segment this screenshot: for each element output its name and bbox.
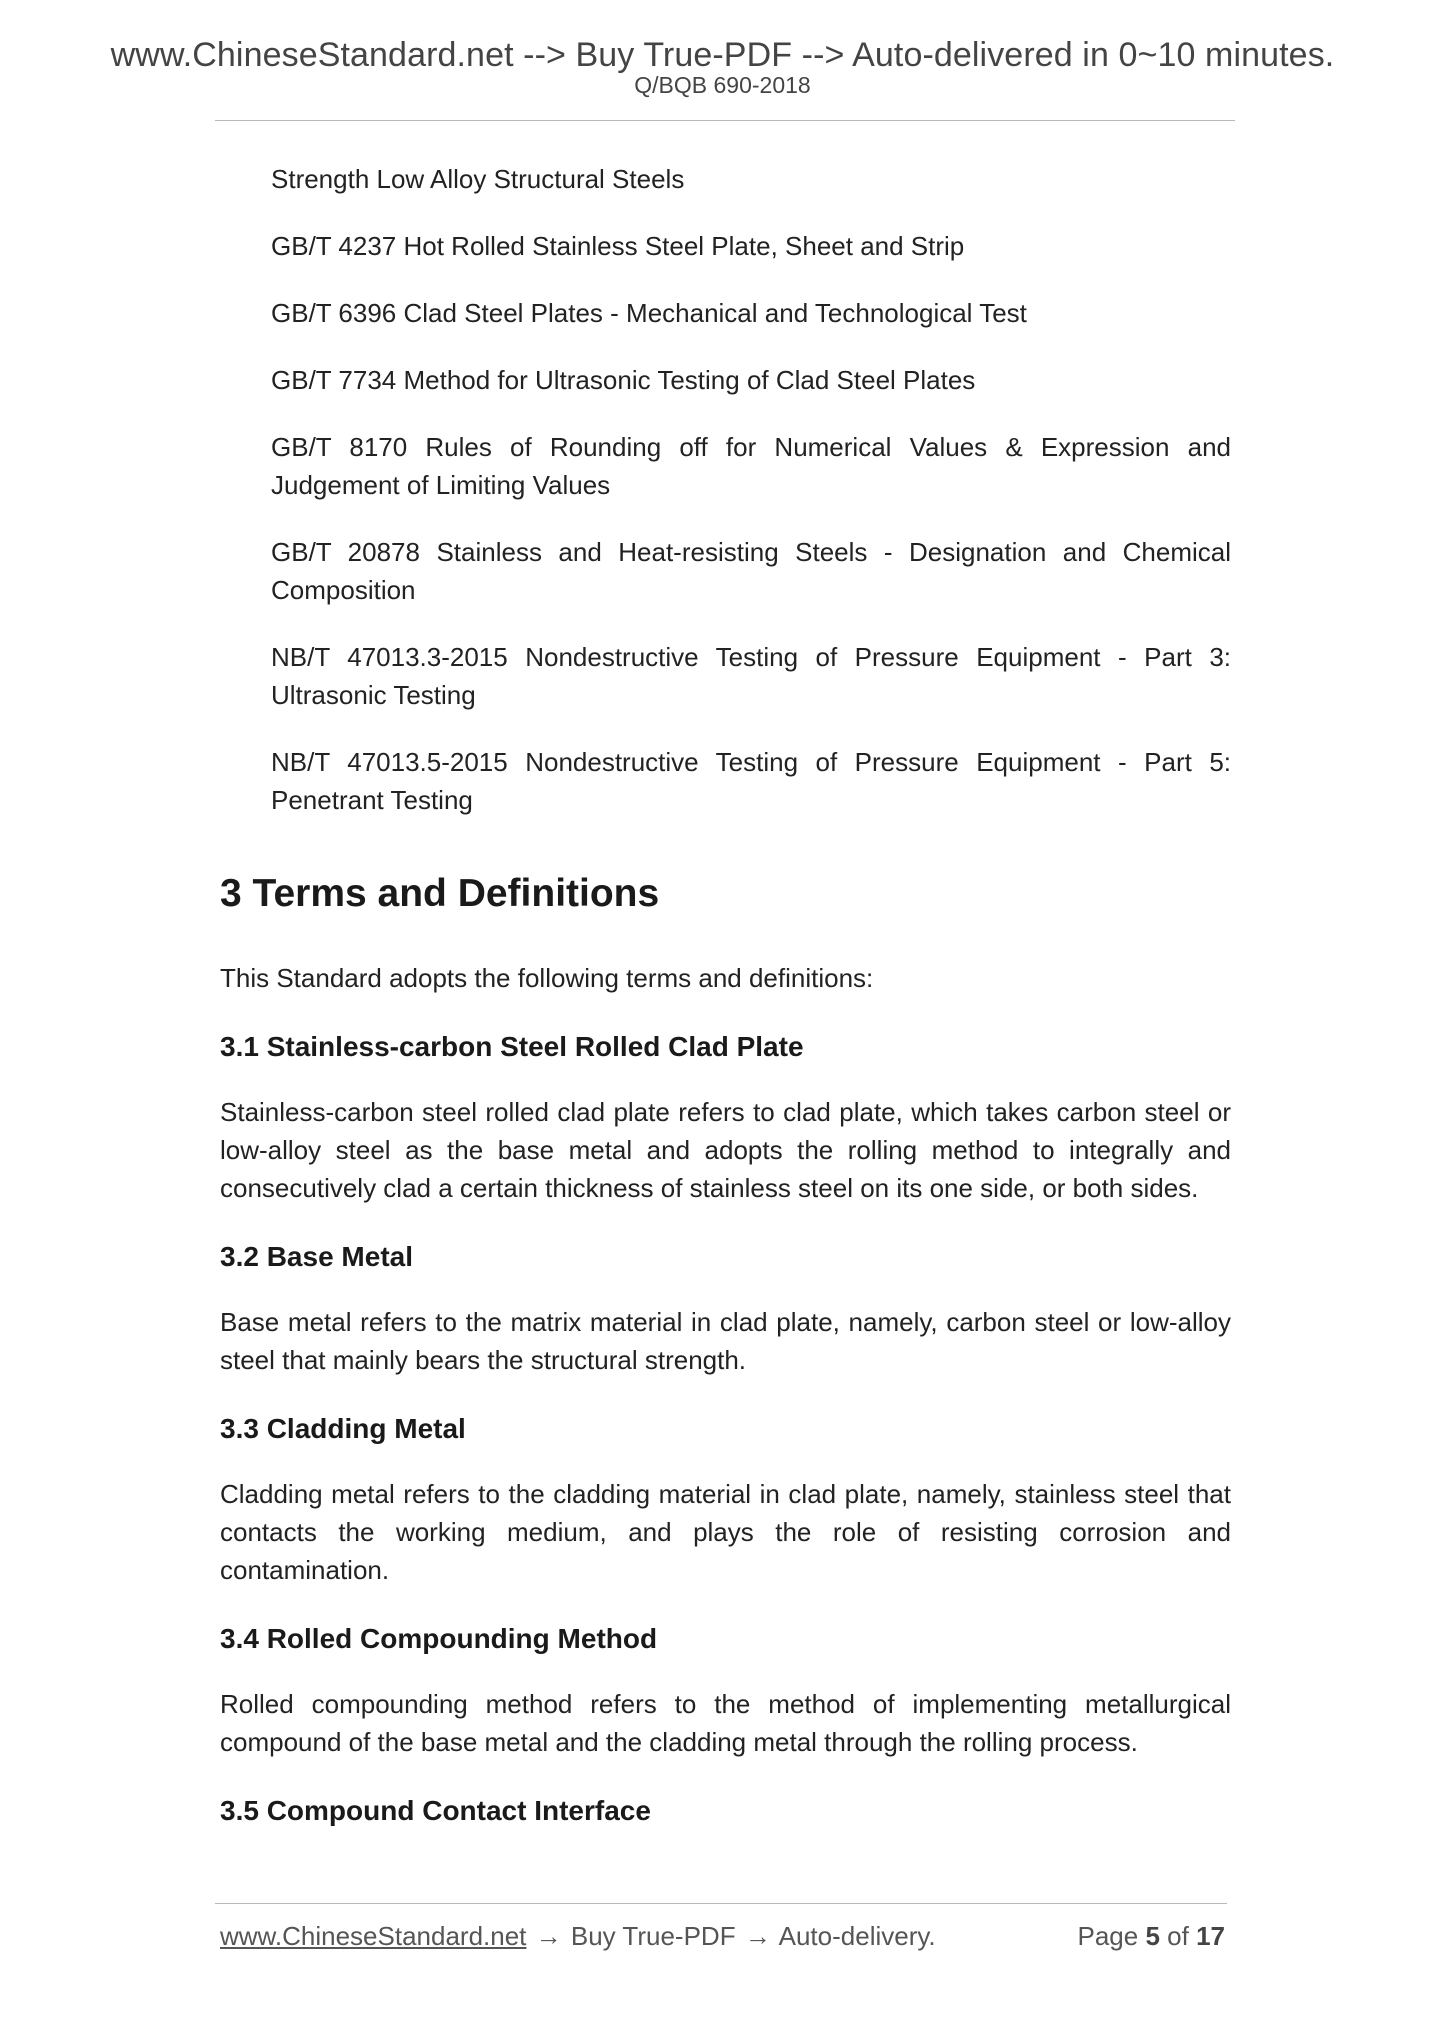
- site-banner: www.ChineseStandard.net --> Buy True-PDF --> Auto-delivered in 0~10 minutes.: [110, 36, 1335, 74]
- of-label: of: [1167, 1921, 1189, 1951]
- reference-item: GB/T 20878 Stainless and Heat-resisting Steels - Designation and Chemical Composition: [271, 537, 1231, 605]
- current-page: 5: [1145, 1921, 1160, 1951]
- section-heading: 3 Terms and Definitions: [220, 872, 660, 915]
- page-label: Page: [1077, 1921, 1139, 1951]
- term-heading: 3.1 Stainless-carbon Steel Rolled Clad Plate: [220, 1031, 804, 1062]
- term-definition: Cladding metal refers to the cladding material in clad plate, namely, stainless steel that contacts the working medium, and plays the role of resisting corrosion and contamination.: [220, 1479, 1231, 1585]
- reference-item: NB/T 47013.5-2015 Nondestructive Testing of Pressure Equipment - Part 5: Penetrant Testing: [271, 747, 1231, 815]
- section-intro: This Standard adopts the following terms and definitions:: [220, 963, 874, 993]
- term-heading: 3.4 Rolled Compounding Method: [220, 1623, 658, 1654]
- reference-item: GB/T 6396 Clad Steel Plates - Mechanical and Technological Test: [271, 298, 1027, 328]
- term-heading: 3.5 Compound Contact Interface: [220, 1795, 651, 1826]
- total-pages: 17: [1196, 1921, 1225, 1951]
- term-heading: 3.2 Base Metal: [220, 1241, 413, 1272]
- footer-promo: [220, 1920, 936, 1952]
- footer-divider: [215, 1903, 1227, 1904]
- reference-item: GB/T 8170 Rules of Rounding off for Numerical Values & Expression and Judgement of Limiting Values: [271, 432, 1231, 500]
- page-footer: [220, 1920, 1225, 1952]
- header-divider: [215, 120, 1235, 121]
- reference-item: Strength Low Alloy Structural Steels: [271, 164, 685, 194]
- delivery-text: Auto-delivery.: [778, 1921, 936, 1951]
- arrow-right-icon: →: [535, 1921, 562, 1951]
- reference-item: GB/T 7734 Method for Ultrasonic Testing of Clad Steel Plates: [271, 365, 976, 395]
- document-number: Q/BQB 690-2018: [634, 72, 811, 98]
- page-counter: [1077, 1920, 1225, 1952]
- buy-text: Buy True-PDF: [570, 1921, 736, 1951]
- term-definition: Rolled compounding method refers to the method of implementing metallurgical compound of the base metal and the cladding metal through the rolling process.: [220, 1689, 1231, 1757]
- term-definition: Base metal refers to the matrix material in clad plate, namely, carbon steel or low-alloy steel that mainly bears the structural strength.: [220, 1307, 1231, 1375]
- term-heading: 3.3 Cladding Metal: [220, 1413, 466, 1444]
- term-definition: Stainless-carbon steel rolled clad plate refers to clad plate, which takes carbon steel or low-alloy steel as the base metal and adopts the rolling method to integrally and consecutively clad a certain thickness of stainless steel on its one side, or both sides.: [220, 1097, 1231, 1203]
- reference-item: GB/T 4237 Hot Rolled Stainless Steel Plate, Sheet and Strip: [271, 231, 965, 261]
- arrow-right-icon: →: [744, 1921, 771, 1951]
- site-link[interactable]: www.ChineseStandard.net: [220, 1921, 527, 1951]
- reference-item: NB/T 47013.3-2015 Nondestructive Testing of Pressure Equipment - Part 3: Ultrasonic Testing: [271, 642, 1231, 710]
